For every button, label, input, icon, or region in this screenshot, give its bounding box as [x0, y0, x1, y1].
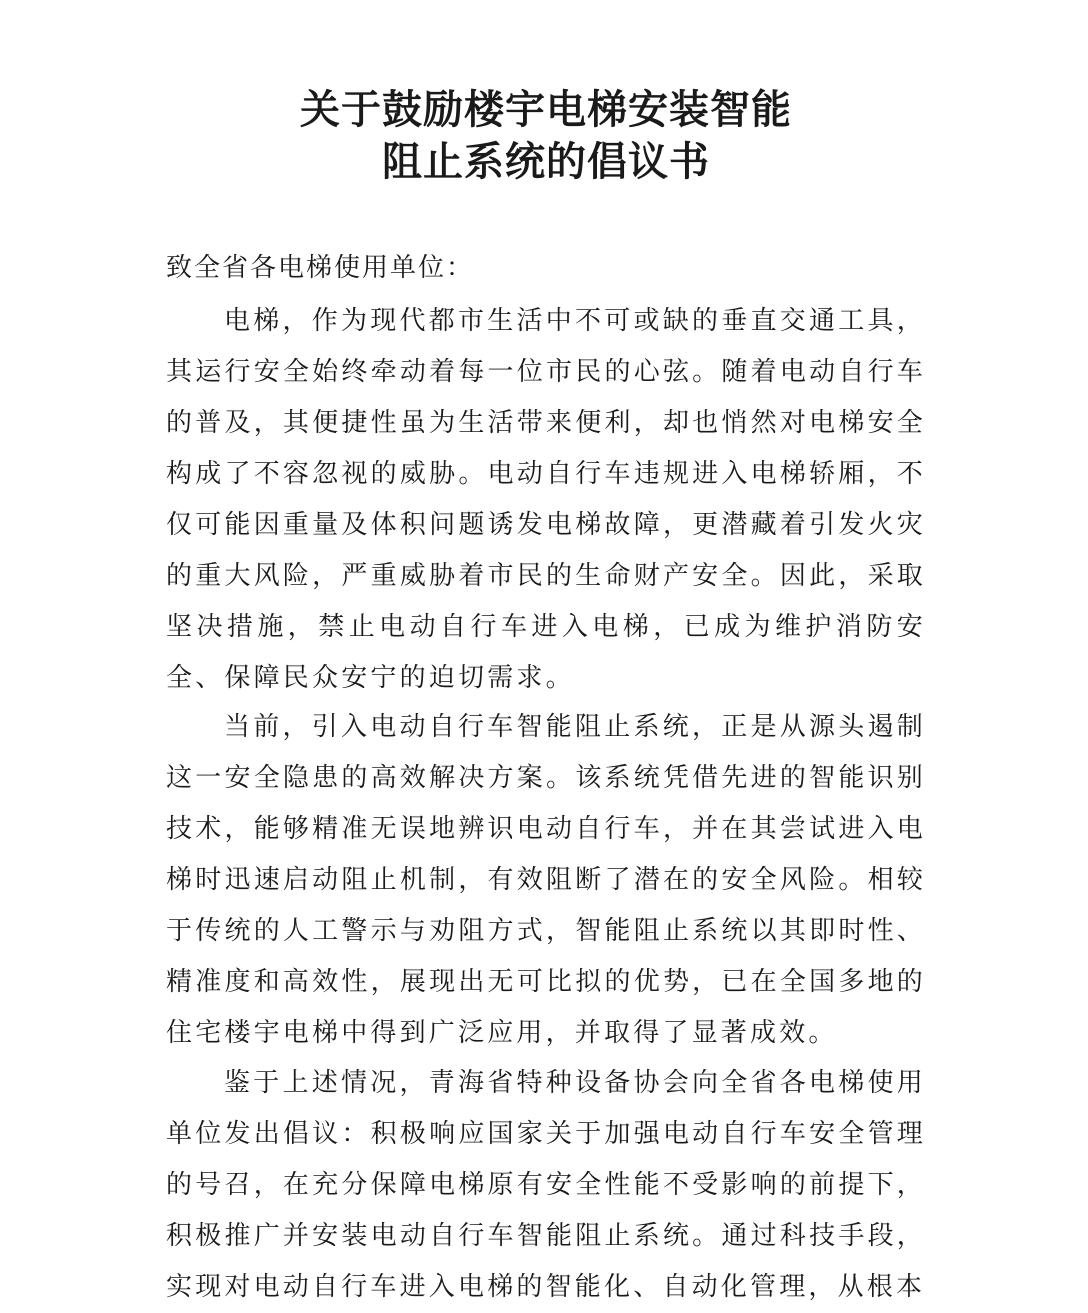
body-paragraph-2: 当前，引入电动自行车智能阻止系统，正是从源头遏制这一安全隐患的高效解决方案。该系统凭借先进的智能识别技术，能够精准无误地辨识电动自行车，并在其尝试进入电梯时迅速启动阻止机制，有效阻断了潜在的安全风险。相较于传统的人工警示与劝阻方式，智能阻止系统以其即时性、精准度和高效性，展现出无可比拟的优势，已在全国多地的住宅楼宇电梯中得到广泛应用，并取得了显著成效。: [166, 712, 926, 1048]
document-title-line-2: 阻止系统的倡议书: [382, 138, 710, 185]
document-title-line-1: 关于鼓励楼宇电梯安装智能: [300, 86, 792, 133]
salutation: 致全省各电梯使用单位：: [166, 253, 475, 283]
body-paragraph-1: 电梯，作为现代都市生活中不可或缺的垂直交通工具，其运行安全始终牵动着每一位市民的心弦。随着电动自行车的普及，其便捷性虽为生活带来便利，却也悄然对电梯安全构成了不容忽视的威胁。电动自行车违规进入电梯轿厢，不仅可能因重量及体积问题诱发电梯故障，更潜藏着引发火灾的重大风险，严重威胁着市民的生命财产安全。因此，采取坚决措施，禁止电动自行车进入电梯，已成为维护消防安全、保障民众安宁的迫切需求。: [166, 306, 926, 693]
body-paragraph-3: 鉴于上述情况，青海省特种设备协会向全省各电梯使用单位发出倡议：积极响应国家关于加强电动自行车安全管理的号召，在充分保障电梯原有安全性能不受影响的前提下，积极推广并安装电动自行车智能阻止系统。通过科技手段，实现对电动自行车进入电梯的智能化、自动化管理，从根本: [166, 1068, 926, 1302]
